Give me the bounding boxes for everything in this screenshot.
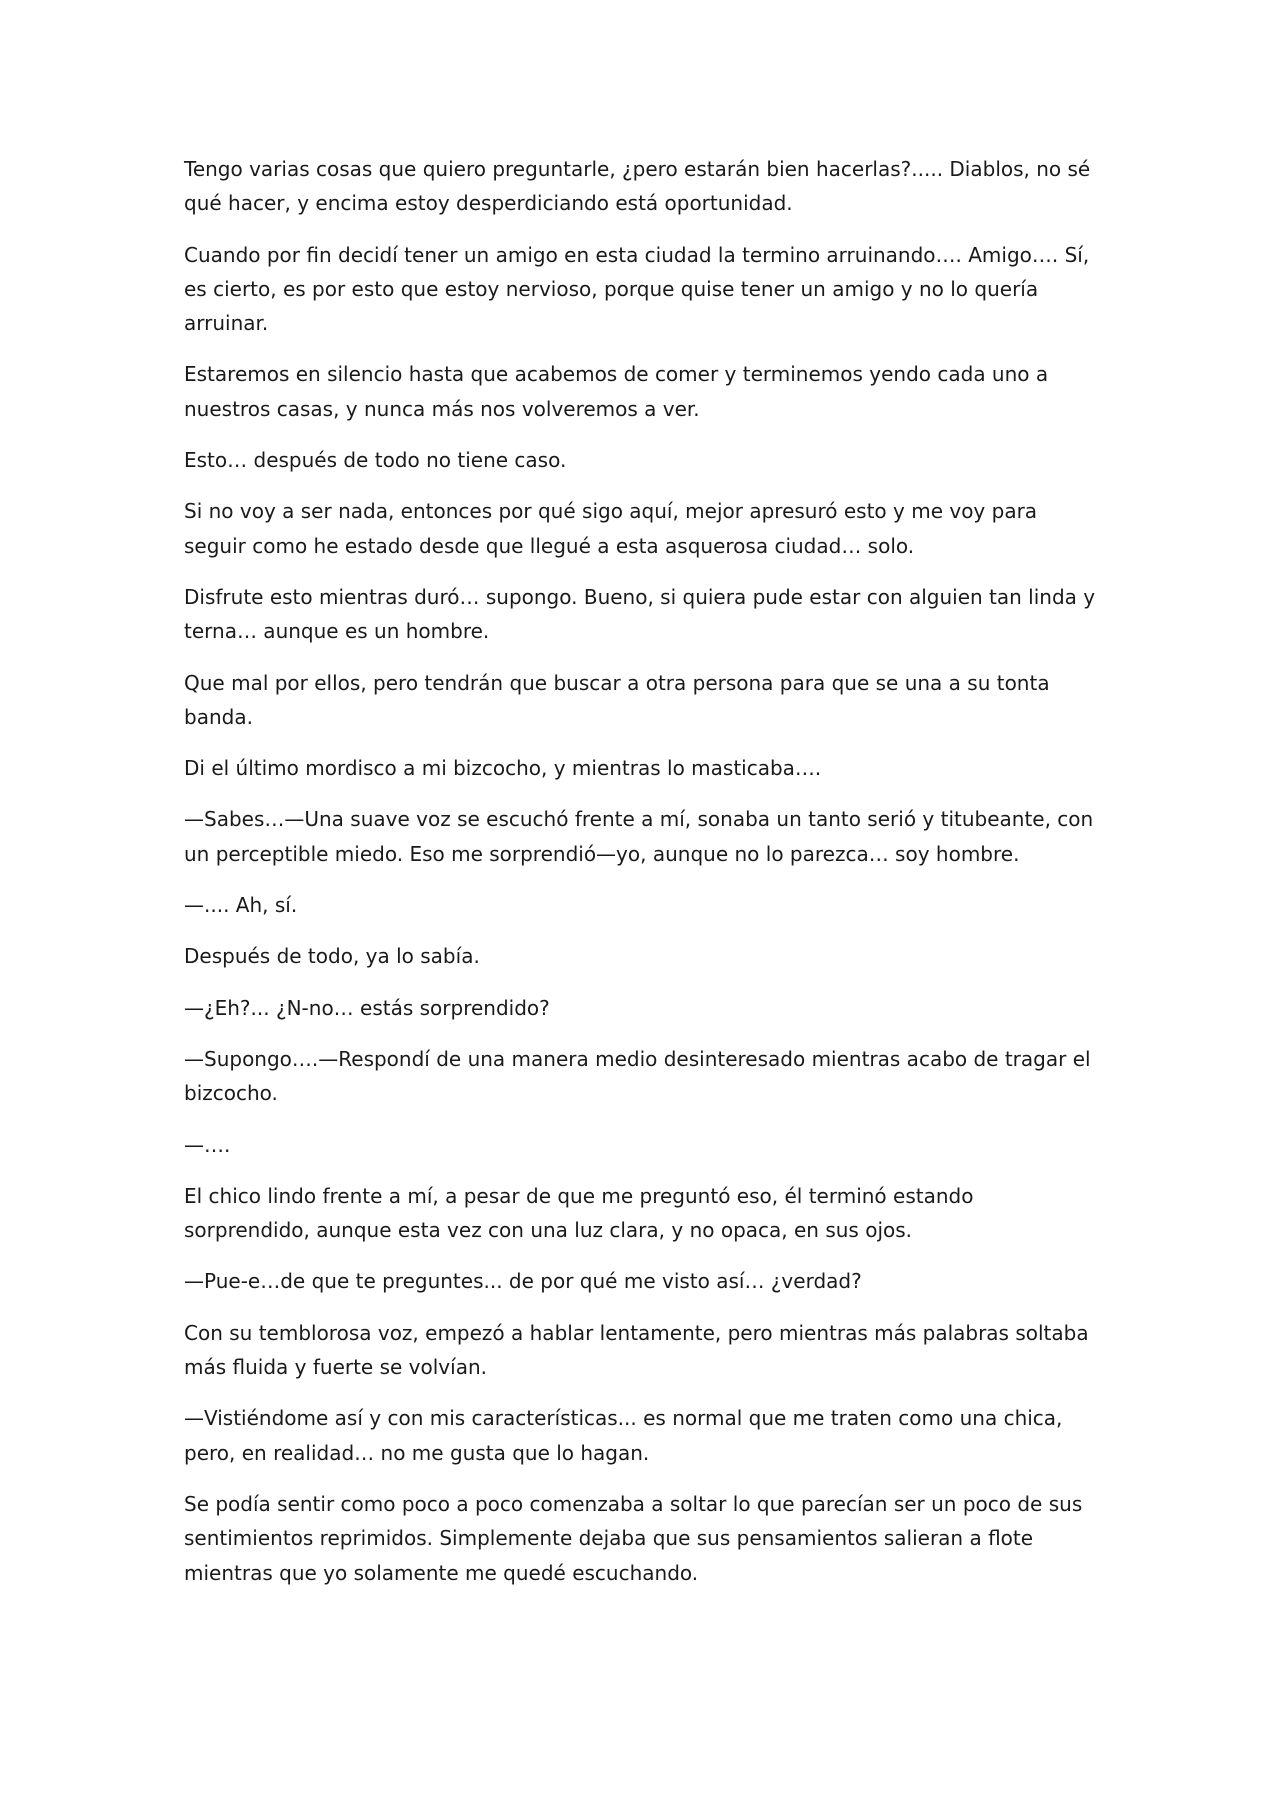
paragraph: Di el último mordisco a mi bizcocho, y mientras lo masticaba….: [184, 756, 822, 781]
paragraph: —.... Ah, sí.: [184, 893, 298, 918]
paragraph: Esto… después de todo no tiene caso.: [184, 448, 567, 473]
paragraph: —Pue-e…de que te preguntes... de por qué me visto así… ¿verdad?: [184, 1269, 862, 1294]
paragraph: Que mal por ellos, pero tendrán que buscar a otra persona para que se una a su tonta banda.: [184, 670, 1050, 729]
paragraph: Estaremos en silencio hasta que acabemos de comer y terminemos yendo cada uno a nuestros casas, y nunca más nos volveremos a ver.: [184, 362, 1049, 421]
paragraph: Se podía sentir como poco a poco comenzaba a soltar lo que parecían ser un poco de sus sentimientos reprimidos. Simplemente dejaba que sus pensamientos salieran a flote mientras que yo solamente me quedé escuchando.: [184, 1491, 1083, 1585]
paragraph: Después de todo, ya lo sabía.: [184, 944, 480, 969]
paragraph: —Sabes…—Una suave voz se escuchó frente a mí, sonaba un tanto serió y titubeante, con un perceptible miedo. Eso me sorprendió—yo, aunque no lo parezca… soy hombre.: [184, 807, 1094, 866]
paragraph: Disfrute esto mientras duró… supongo. Bueno, si quiera pude estar con alguien tan linda y terna… aunque es un hombre.: [184, 584, 1096, 644]
document-page: [184, 152, 1104, 1607]
paragraph: —Vistiéndome así y con mis características... es normal que me traten como una chica, pero, en realidad… no me gusta que lo hagan.: [184, 1406, 1063, 1465]
paragraph: Tengo varias cosas que quiero preguntarle, ¿pero estarán bien hacerlas?..... Diablos, no sé qué hacer, y encima estoy desperdiciando está oportunidad.: [184, 157, 1091, 216]
paragraph: —¿Eh?... ¿N-no… estás sorprendido?: [184, 995, 550, 1020]
paragraph: Cuando por fin decidí tener un amigo en esta ciudad la termino arruinando…. Amigo…. Sí, es cierto, es por esto que estoy nervioso, porque quise tener un amigo y no lo quería arruinar.: [184, 242, 1090, 336]
paragraph: El chico lindo frente a mí, a pesar de que me preguntó eso, él terminó estando sorprendido, aunque esta vez con una luz clara, y no opaca, en sus ojos.: [184, 1183, 974, 1243]
paragraph: —Supongo….—Respondí de una manera medio desinteresado mientras acabo de tragar el bizcocho.: [184, 1046, 1091, 1106]
paragraph: Si no voy a ser nada, entonces por qué sigo aquí, mejor apresuró esto y me voy para seguir como he estado desde que llegué a esta asquerosa ciudad… solo.: [184, 499, 1038, 558]
paragraph: Con su temblorosa voz, empezó a hablar lentamente, pero mientras más palabras soltaba más fluida y fuerte se volvían.: [184, 1320, 1089, 1380]
paragraph: —….: [184, 1132, 231, 1157]
